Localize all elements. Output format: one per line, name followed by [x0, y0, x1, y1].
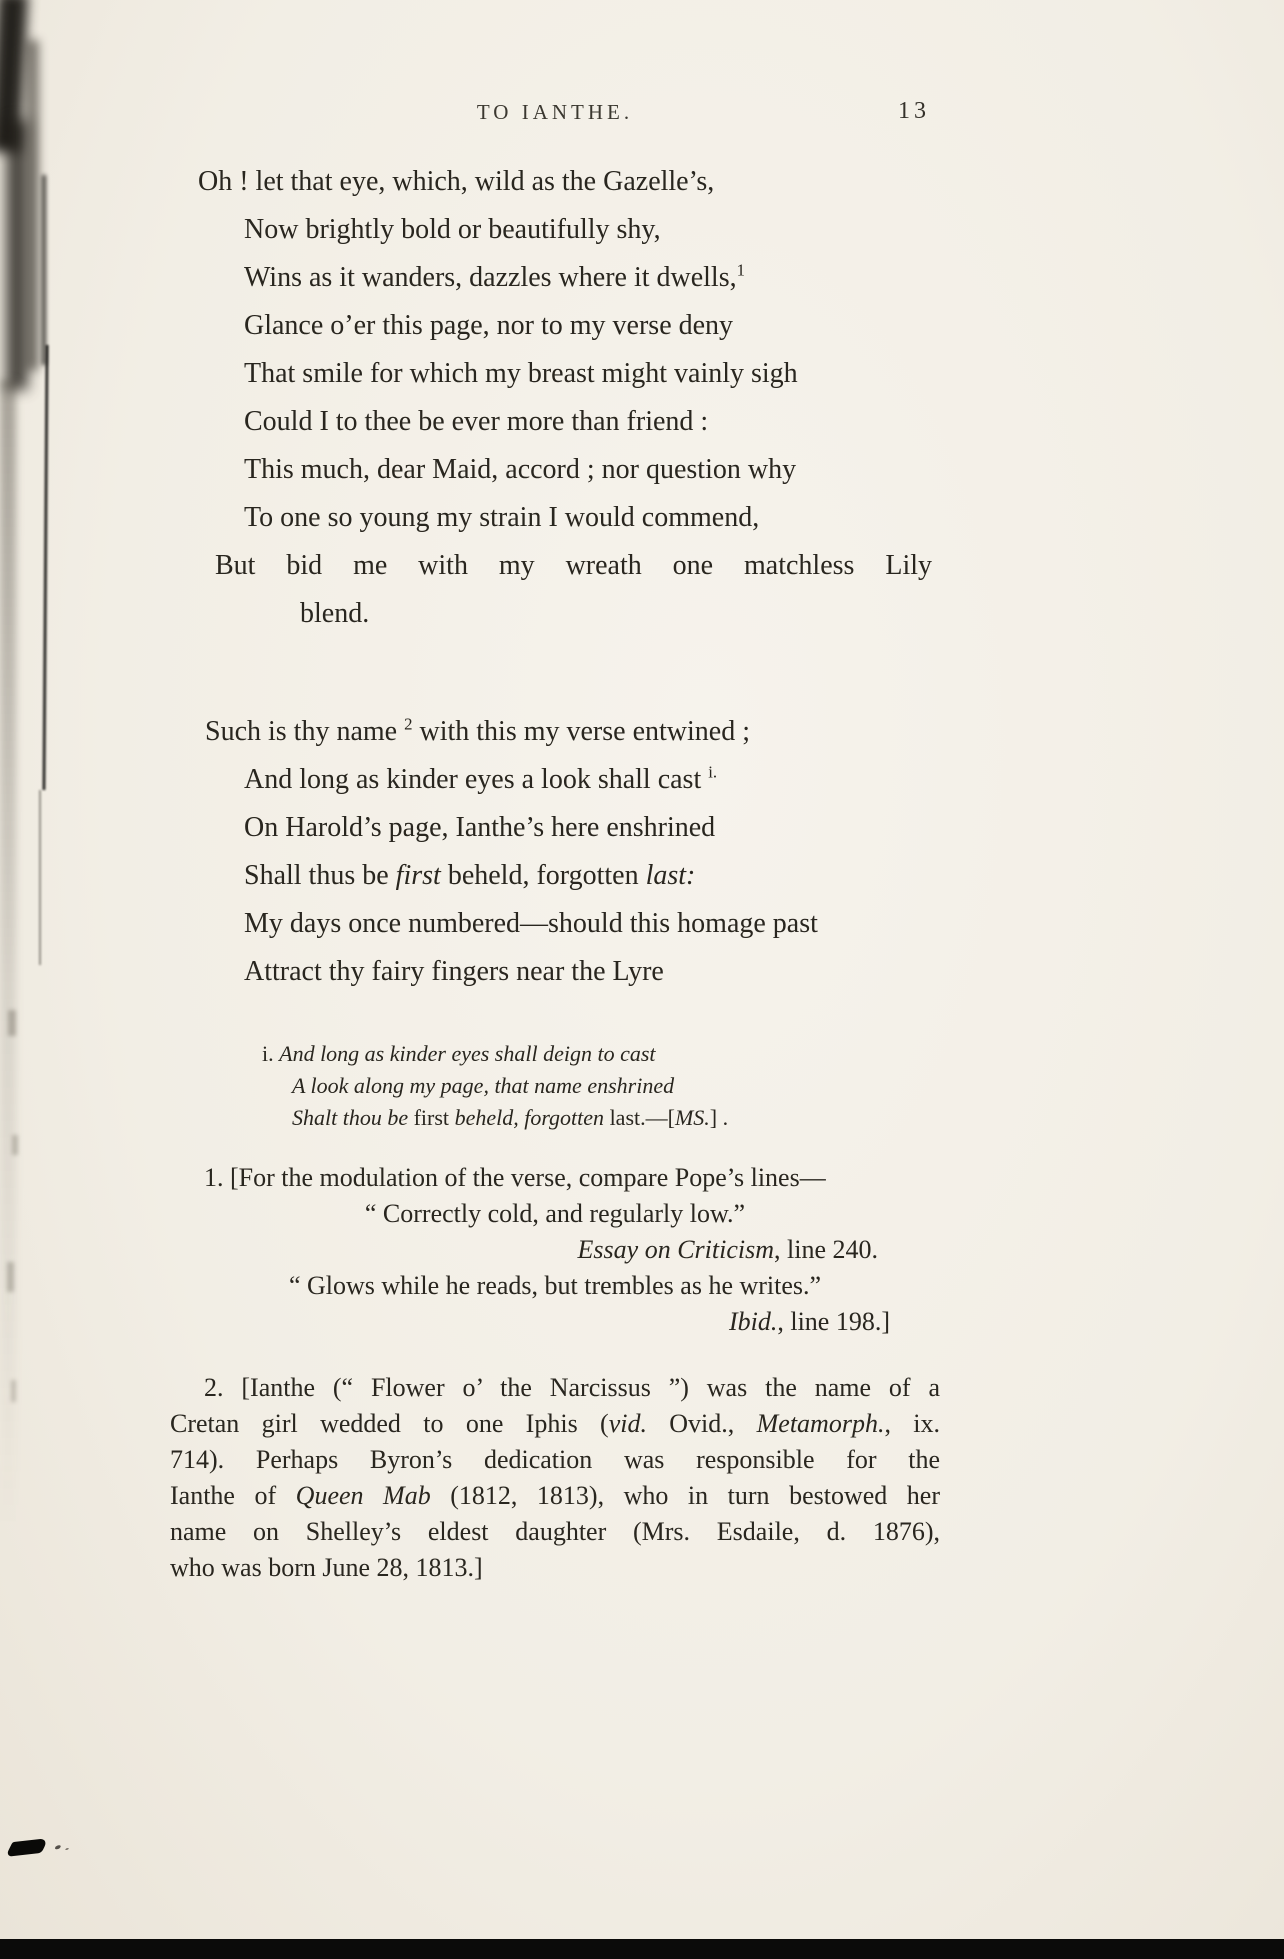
footnote-quote: “ Correctly cold, and regularly low.”	[364, 1199, 746, 1228]
footnote-line: 2. [Ianthe (“ Flower o’ the Narcissus ”) was the name of a	[204, 1373, 940, 1402]
page-header	[170, 100, 940, 132]
poem-stanza-2	[170, 708, 940, 996]
scan-bottom-bar	[0, 1939, 1284, 1959]
scan-binding-line	[42, 345, 48, 790]
scan-binding-line	[39, 790, 41, 965]
footnote-line: A look along my page, that name enshrined	[292, 1073, 675, 1098]
footnote-2	[170, 1370, 940, 1586]
page-content	[170, 0, 940, 1586]
footnote-line: name on Shelley’s eldest daughter (Mrs. Esdaile, d. 1876),	[170, 1517, 940, 1546]
poem-line: That smile for which my breast might vainly sigh	[244, 358, 798, 389]
poem-line: On Harold’s page, Ianthe’s here enshrined	[244, 812, 716, 843]
page-number: 13	[898, 98, 930, 124]
poem-line: To one so young my strain I would commend,	[244, 502, 760, 533]
poem-line: Now brightly bold or beautifully shy,	[244, 214, 661, 245]
scan-binding-line	[42, 175, 46, 365]
footnote-line: Ianthe of Queen Mab (1812, 1813), who in turn bestowed her	[170, 1481, 940, 1510]
poem-line: Shall thus be first beheld, forgotten last:	[244, 860, 696, 891]
footnote-citation: Essay on Criticism, line 240.	[577, 1235, 878, 1264]
scan-speck	[8, 1010, 16, 1036]
scan-speck	[11, 1380, 16, 1402]
scan-speck	[7, 1262, 14, 1292]
scan-streak	[0, 380, 16, 1530]
poem-stanza-1	[170, 158, 940, 638]
scan-speck	[12, 1135, 18, 1155]
scan-smudge	[6, 120, 28, 390]
footnote-1	[170, 1160, 940, 1340]
poem-line: My days once numbered—should this homage past	[244, 908, 818, 939]
footnote-citation: Ibid., line 198.]	[728, 1307, 890, 1336]
poem-line: Oh ! let that eye, which, wild as the Gazelle’s,	[198, 166, 715, 197]
footnote-line: 1. [For the modulation of the verse, compare Pope’s lines—	[204, 1163, 826, 1192]
poem-line: And long as kinder eyes a look shall cast $^{i.}$	[244, 762, 718, 795]
poem-line: This much, dear Maid, accord ; nor question why	[244, 454, 797, 485]
ink-mark	[5, 1838, 49, 1857]
footnote-line: 714). Perhaps Byron’s dedication was responsible for the	[170, 1445, 940, 1474]
poem-line: Wins as it wanders, dazzles where it dwells,$^1$	[244, 260, 746, 293]
running-title: TO IANTHE.	[476, 100, 634, 124]
scan-smudge	[0, 0, 28, 153]
poem-line: But bid me with my wreath one matchless Lily	[215, 550, 932, 581]
poem-line: Glance o’er this page, nor to my verse deny	[244, 310, 734, 341]
scan-smudge	[26, 40, 39, 370]
poem-line: Such is thy name $^2$ with this my verse entwined ;	[205, 714, 750, 747]
poem-line: blend.	[300, 598, 370, 629]
footnote-line: who was born June 28, 1813.]	[170, 1553, 483, 1582]
poem-line: Attract thy fairy fingers near the Lyre	[244, 956, 664, 987]
footnote-ms-variant	[170, 1038, 940, 1134]
footnote-line: Cretan girl wedded to one Iphis (vid. Ovid., Metamorph., ix.	[170, 1409, 941, 1438]
footnote-line: Shalt thou be first beheld, forgotten last.—[MS.] .	[292, 1105, 729, 1130]
poem-line: Could I to thee be ever more than friend :	[244, 406, 709, 437]
footnote-quote: “ Glows while he reads, but trembles as he writes.”	[288, 1271, 822, 1300]
footnote-line: i. And long as kinder eyes shall deign to cast	[262, 1041, 656, 1066]
